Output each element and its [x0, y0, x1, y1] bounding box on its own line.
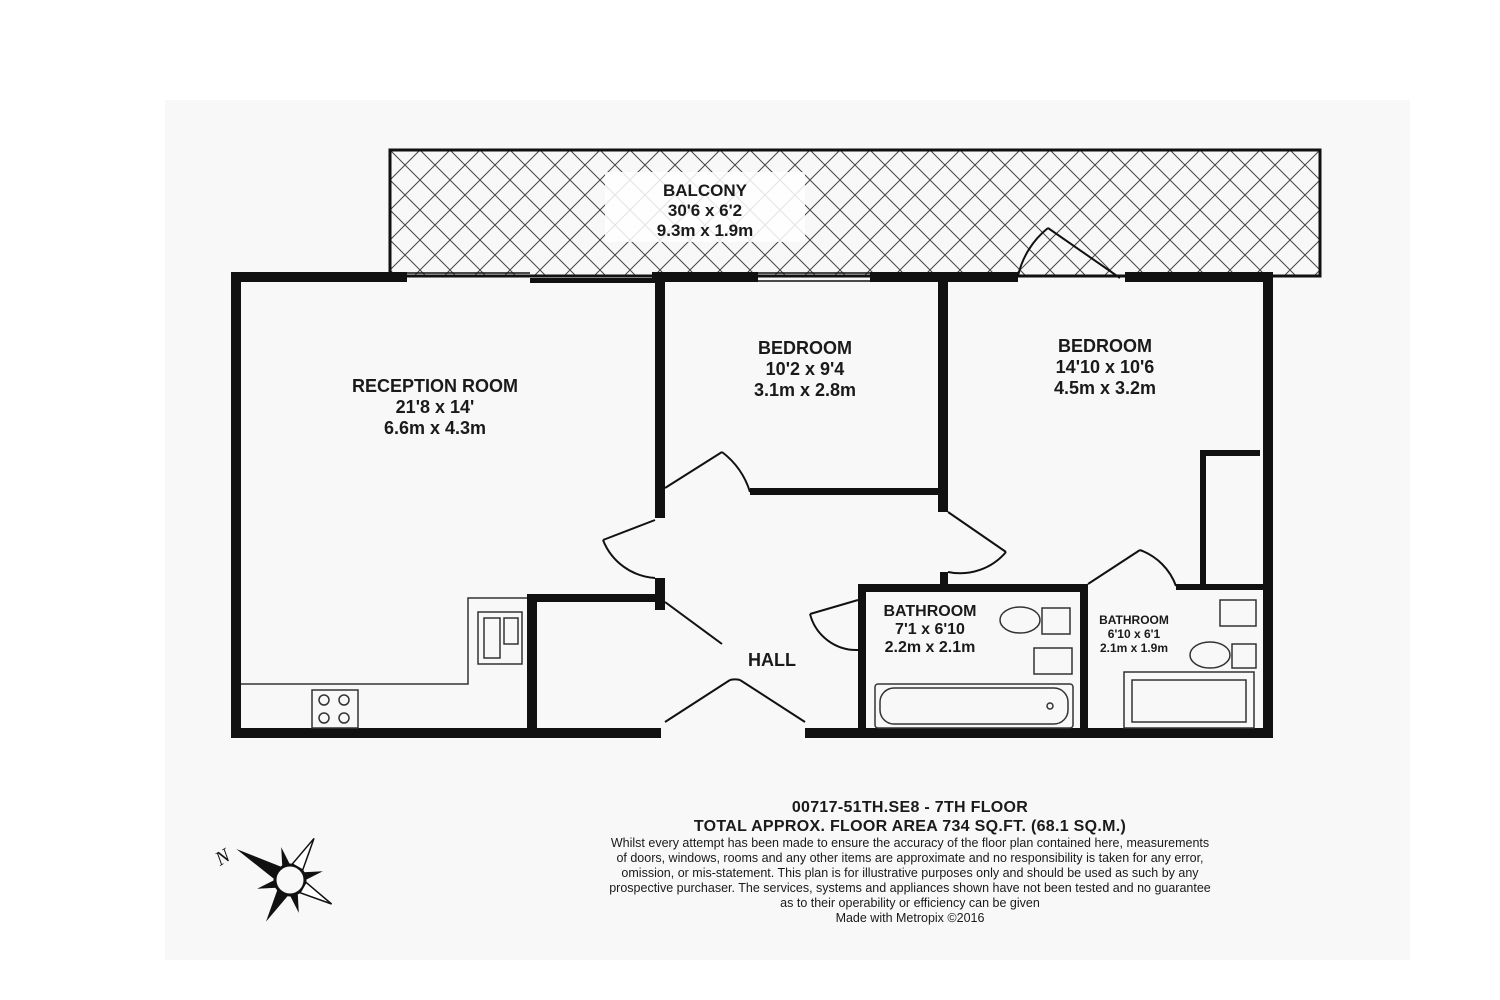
bathroom2-metric: 2.1m x 1.9m: [1099, 641, 1169, 655]
bedroom1-name: BEDROOM: [758, 338, 852, 358]
disclaimer-line: Whilst every attempt has been made to ensure the accuracy of the floor plan contained here, measurements: [610, 836, 1210, 850]
bedroom2-name: BEDROOM: [1058, 336, 1152, 356]
bathroom1-metric: 2.2m x 2.1m: [884, 639, 976, 656]
bedroom1-imperial: 10'2 x 9'4: [765, 359, 845, 379]
total-floor-area: TOTAL APPROX. FLOOR AREA 734 SQ.FT. (68.1 SQ.M.): [693, 818, 1127, 835]
disclaimer-line: prospective purchaser. The services, systems and appliances shown have not been tested and no guarantee: [609, 881, 1211, 895]
compass-north-label: N: [211, 844, 235, 871]
label-hall: HALL: [748, 650, 796, 670]
disclaimer-line: as to their operability or efficiency can be given: [780, 896, 1040, 910]
bedroom2-imperial: 14'10 x 10'6: [1055, 357, 1155, 377]
label-balcony: [657, 181, 753, 240]
metropix-credit: Made with Metropix ©2016: [835, 911, 985, 925]
balcony-name: BALCONY: [662, 181, 748, 200]
compass-rose-icon: [233, 835, 335, 924]
label-reception-room: [352, 376, 518, 438]
reception-imperial: 21'8 x 14': [395, 397, 475, 417]
bathroom1-name: BATHROOM: [883, 603, 977, 620]
bedroom2-metric: 4.5m x 3.2m: [1053, 378, 1157, 398]
disclaimer-line: omission, or mis-statement. This plan is for illustrative purposes only and should be used as such by any: [621, 866, 1199, 880]
bathroom2-name: BATHROOM: [1099, 613, 1169, 627]
label-bedroom-1: [754, 338, 856, 400]
bedroom1-metric: 3.1m x 2.8m: [753, 380, 857, 400]
kitchen: [241, 598, 527, 728]
bathroom1-imperial: 7'1 x 6'10: [895, 621, 965, 638]
label-bathroom-2: [1099, 613, 1169, 655]
plan-footer: [440, 798, 1380, 926]
balcony-metric: 9.3m x 1.9m: [656, 221, 754, 240]
reception-metric: 6.6m x 4.3m: [383, 418, 487, 438]
label-bathroom-1: [883, 603, 976, 656]
balcony-imperial: 30'6 x 6'2: [667, 201, 743, 220]
plan-reference: 00717-51TH.SE8 - 7TH FLOOR: [791, 799, 1029, 816]
label-bedroom-2: [1054, 336, 1156, 398]
bathroom2-imperial: 6'10 x 6'1: [1107, 627, 1161, 641]
reception-name: RECEPTION ROOM: [351, 376, 519, 396]
balcony: [390, 150, 1320, 276]
disclaimer-line: of doors, windows, rooms and any other items are approximate and no responsibility is taken for any error,: [616, 851, 1204, 865]
